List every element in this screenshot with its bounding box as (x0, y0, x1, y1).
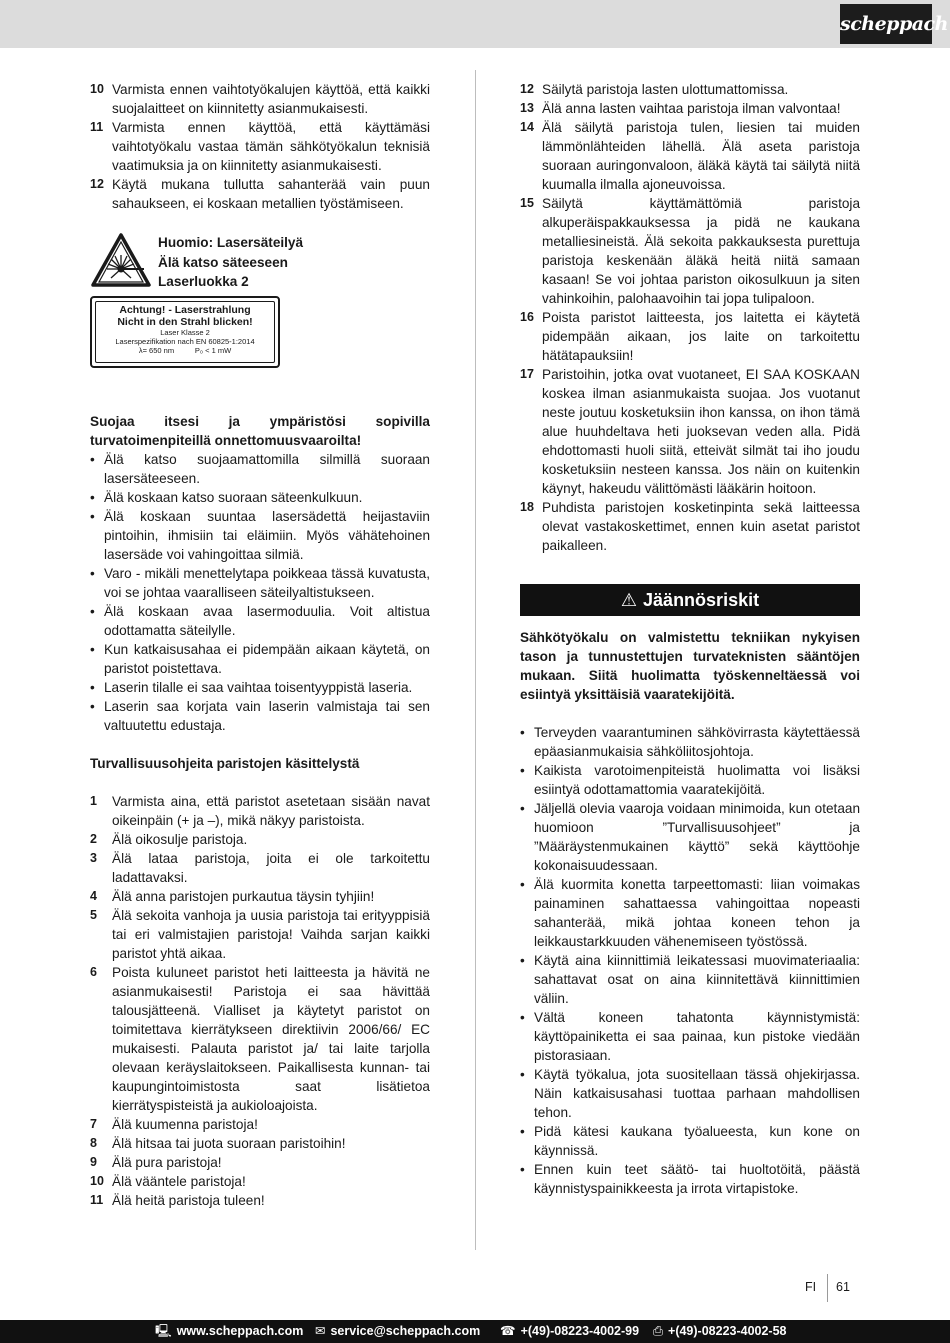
item-text: Käytä mukana tullutta sahanterää vain puun sahaukseen, ei koskaan metallien työstämiseen. (112, 177, 430, 211)
item-text: Älä vääntele paristoja! (112, 1174, 246, 1189)
numbered-item (90, 849, 430, 887)
bullet-dot: • (90, 452, 95, 467)
numbered-item (90, 887, 430, 906)
numbered-item (90, 906, 430, 963)
numbered-item (90, 830, 430, 849)
numbered-item (90, 175, 430, 213)
bullet-text: Varo - mikäli menettelytapa poikkeaa tässä kuvatusta, voi se johtaa vaaralliseen säteilyaltistukseen. (104, 566, 430, 600)
computer-icon: 🖳 (155, 1324, 172, 1338)
numbered-item (520, 365, 860, 498)
item-text: Älä säilytä paristoja tulen, liesien tai muiden lämmönlähteiden lähellä. Älä aseta paristoja suoraan auringonvaloon, äläkä käytä tai säilytä niitä kuumalla ilmalla ajoneuvoissa. (542, 120, 860, 192)
residual-risks-heading (520, 584, 860, 616)
bullet-dot: • (90, 566, 95, 581)
bullet-item (90, 488, 430, 507)
numbered-item (90, 1191, 430, 1210)
bullet-text: Käytä aina kiinnittimiä leikatessasi muovimateriaalia: sahattavat osat on aina kiinnitettävä kiinnittimien väliin. (534, 953, 860, 1006)
item-number: 8 (90, 1136, 97, 1150)
item-text: Puhdista paristojen kosketinpinta sekä laitteessa olevat vastakoskettimet, ennen kuin asetat paristot paikalleen. (542, 500, 860, 553)
laser-class-label-inner (95, 301, 275, 363)
protect-heading: Suojaa itsesi ja ympäristösi sopivilla turvatoimenpiteillä onnettomuusvaaroilta! (90, 414, 430, 448)
laser-warning-line2: Älä katso säteeseen (158, 254, 288, 270)
laser-bullet-list (90, 450, 430, 735)
contact-footer-bar (0, 1320, 950, 1343)
item-number: 16 (520, 310, 534, 324)
item-text: Älä lataa paristoja, joita ei ole tarkoitettu ladattavaksi. (112, 851, 430, 885)
footer-fax (653, 1320, 787, 1343)
footer-email[interactable] (315, 1320, 480, 1343)
item-text: Paristoihin, jotka ovat vuotaneet, EI SAA KOSKAAN koskea ilman asianmukaista suojaa. Jos vuotanut neste joutuu kosketuksiin ihon kanssa, on ihon tämä alue huuhdeltava heti juoksevan veden alla. Pidä ehdottomasti huoli siitä, etteivät silmät tai iho joudu kosketuksiin nesteen kanssa. Jos näin on kuitenkin käynyt, hakeudu välittömästi lääkärin hoitoon. (542, 367, 860, 496)
item-text: Älä sekoita vanhoja ja uusia paristoja tai erityyppisiä tai eri valmistajien paristoja! Vaihda sarjan kaikki paristot yhtä aikaa. (112, 908, 430, 961)
bullet-dot: • (520, 953, 525, 968)
bullet-item (520, 1008, 860, 1065)
item-number: 11 (90, 120, 104, 134)
bullet-item (520, 875, 860, 951)
label-line4: Laserspezifikation nach EN 60825-1:2014 (115, 337, 255, 346)
fax-text: +(49)-08223-4002-58 (668, 1324, 787, 1338)
phone-text: +(49)-08223-4002-99 (520, 1324, 640, 1338)
laser-warning-line1: Huomio: Lasersäteilyä (158, 235, 304, 250)
item-number: 14 (520, 120, 534, 134)
bullet-item (520, 1160, 860, 1198)
item-text: Älä oikosulje paristoja. (112, 832, 248, 847)
item-text: Säilytä käyttämättömiä paristoja alkuperäispakkauksessa ja pidä ne kaukana metalliesineistä. Älä sekoita pakkauksesta purettuja paristoja keskenään äläkä heitä niitä samaan kasaan! Se voi johtaa pariston oikosulkuun ja siten vahinkoihin, palohaavoihin tai jopa tulipaloon. (542, 196, 860, 306)
item-number: 1 (90, 794, 97, 808)
language-code: FI (805, 1280, 817, 1294)
bullet-dot: • (520, 1010, 525, 1025)
item-text: Poista kuluneet paristot heti laitteesta ja hävitä ne asianmukaisesti! Paristoja ei saa hävittää talousjätteenä. Vialliset ja käytetyt paristot on toimitettava kierrätykseen direktiivin 2006/66/ EC mukaisesti. Palauta paristot ja/ tai laite tarjolla olevaan keräyslaitokseen. Paikallisesta kunnan- tai kaupungintoimistosta saat lisätietoa kierrätyspisteistä ja aukioloajoista. (112, 965, 430, 1113)
email-text: service@scheppach.com (330, 1324, 481, 1338)
bullet-item (90, 678, 430, 697)
bullet-dot: • (520, 763, 525, 778)
item-number: 13 (520, 101, 534, 115)
top-header-bar (0, 0, 950, 48)
battery-list-right (520, 80, 860, 555)
numbered-item (90, 792, 430, 830)
item-number: 11 (90, 1193, 104, 1207)
footer-phone[interactable] (500, 1320, 639, 1343)
numbered-item (520, 80, 860, 99)
scheppach-logo: scheppach (840, 4, 932, 44)
bullet-item (90, 450, 430, 488)
laser-warning-line3: Laserluokka 2 (158, 274, 249, 289)
residual-bullet-list (520, 723, 860, 1198)
bullet-item (520, 723, 860, 761)
bullet-text: Kun katkaisusahaa ei pidempään aikaan käytetä, on paristot poistettava. (104, 642, 430, 676)
bullet-dot: • (90, 490, 95, 505)
residual-risks-title: Jäännösriskit (643, 590, 760, 610)
label-line3: Laser Klasse 2 (160, 328, 210, 337)
laser-class-label (90, 296, 280, 368)
bullet-dot: • (520, 1162, 525, 1177)
bullet-dot: • (520, 1124, 525, 1139)
numbered-item (520, 118, 860, 194)
item-number: 18 (520, 500, 534, 514)
right-column (520, 80, 860, 1198)
bullet-item (90, 507, 430, 564)
item-text: Älä kuumenna paristoja! (112, 1117, 258, 1132)
numbered-item (90, 118, 430, 175)
item-text: Varmista ennen vaihtotyökalujen käyttöä, että kaikki suojalaitteet on kiinnitetty asianmukaisesti. (112, 82, 430, 116)
bullet-dot: • (520, 1067, 525, 1082)
item-number: 4 (90, 889, 97, 903)
numbered-item (90, 1134, 430, 1153)
bullet-text: Älä kuormita konetta tarpeettomasti: liian voimakas painaminen sahattaessa vahingoittaa nopeasti sahanterää, mikä johtaa koneen tehon ja leikkaustarkkuuden vähenemiseen työstössä. (534, 877, 860, 949)
item-number: 3 (90, 851, 97, 865)
label-line5: λ= 650 nm P₀ < 1 mW (138, 346, 232, 355)
fax-icon: ⎙ (653, 1324, 664, 1338)
item-text: Poista paristot laitteesta, jos laitetta ei käytetä pidempään aikaan, jos laite on tarkoitettu hätätapauksiin! (542, 310, 860, 363)
bullet-text: Älä katso suojaamattomilla silmillä suoraan lasersäteeseen. (104, 452, 430, 486)
left-column (90, 80, 430, 1210)
item-number: 9 (90, 1155, 97, 1169)
bullet-text: Käytä työkalua, jota suositellaan tässä ohjekirjassa. Näin katkaisusahasi tuottaa parhaan mahdollisen tehon. (534, 1067, 860, 1120)
battery-list-left (90, 792, 430, 1210)
item-text: Älä anna lasten vaihtaa paristoja ilman valvontaa! (542, 101, 841, 116)
label-line2: Nicht in den Strahl blicken! (117, 316, 253, 328)
item-number: 10 (90, 82, 104, 96)
numbered-item (520, 498, 860, 555)
phone-icon: ☎ (500, 1324, 516, 1338)
item-number: 10 (90, 1174, 104, 1188)
bullet-item (90, 697, 430, 735)
battery-section-heading: Turvallisuusohjeita paristojen käsittelystä (90, 756, 360, 771)
bullet-text: Kaikista varotoimenpiteistä huolimatta voi lisäksi esiintyä odottamattomia vaaratekijöitä. (534, 763, 860, 797)
bullet-dot: • (90, 699, 95, 714)
item-number: 15 (520, 196, 534, 210)
bullet-text: Älä koskaan katso suoraan säteenkulkuun. (104, 490, 363, 505)
footer-website[interactable] (155, 1320, 303, 1343)
bullet-item (90, 602, 430, 640)
item-number: 12 (90, 177, 104, 191)
item-text: Varmista ennen käyttöä, että käyttämäsi vaihtotyökalu vastaa tämän sähkötyökalun teknisiä vaatimuksia ja on kiinnitetty asianmukaisesti. (112, 120, 430, 173)
laser-warning-text (158, 233, 303, 292)
bullet-text: Terveyden vaarantuminen sähkövirrasta käytettäessä epäasianmukaisia sähköliitosjohtoja. (534, 725, 860, 759)
bullet-text: Jäljellä olevia vaaroja voidaan minimoida, kun otetaan huomioon ”Turvallisuusohjeet” ja ”Määräystenmukainen käyttö” sekä käyttöohje kokonaisuudessaan. (534, 801, 860, 873)
safety-list-top (90, 80, 430, 213)
numbered-item (90, 963, 430, 1115)
bullet-text: Laserin tilalle ei saa vaihtaa toisentyyppistä laseria. (104, 680, 413, 695)
bullet-item (520, 799, 860, 875)
item-text: Varmista aina, että paristot asetetaan sisään navat oikeinpäin (+ ja –), mikä näkyy paristoista. (112, 794, 430, 828)
bullet-item (90, 564, 430, 602)
numbered-item (520, 308, 860, 365)
bullet-dot: • (90, 604, 95, 619)
envelope-icon: ✉ (315, 1324, 326, 1338)
item-number: 12 (520, 82, 534, 96)
bullet-dot: • (90, 680, 95, 695)
bullet-text: Vältä koneen tahatonta käynnistymistä: käyttöpainiketta ei saa painaa, kun pistoke viedään pistorasiaan. (534, 1010, 860, 1063)
label-line1: Achtung! - Laserstrahlung (119, 304, 251, 316)
bullet-dot: • (520, 877, 525, 892)
bullet-item (90, 640, 430, 678)
page-footer-divider (827, 1274, 828, 1302)
laser-warning-block (90, 230, 430, 390)
laser-hazard-icon (90, 232, 152, 288)
warning-triangle-icon: ⚠ (620, 590, 638, 610)
bullet-dot: • (520, 801, 525, 816)
numbered-item (90, 80, 430, 118)
item-number: 7 (90, 1117, 97, 1131)
bullet-dot: • (90, 509, 95, 524)
page-number: 61 (836, 1280, 850, 1294)
bullet-item (520, 1065, 860, 1122)
bullet-text: Ennen kuin teet säätö- tai huoltotöitä, päästä käynnistyspainikkeesta ja irrota virtapistoke. (534, 1162, 860, 1196)
item-text: Säilytä paristoja lasten ulottumattomissa. (542, 82, 789, 97)
item-number: 2 (90, 832, 97, 846)
column-divider (475, 70, 476, 1250)
numbered-item (90, 1172, 430, 1191)
numbered-item (90, 1115, 430, 1134)
numbered-item (90, 1153, 430, 1172)
item-text: Älä hitsaa tai juota suoraan paristoihin! (112, 1136, 346, 1151)
item-text: Älä anna paristojen purkautua täysin tyhjiin! (112, 889, 375, 904)
item-text: Älä pura paristoja! (112, 1155, 222, 1170)
website-text: www.scheppach.com (176, 1324, 304, 1338)
bullet-dot: • (520, 725, 525, 740)
numbered-item (520, 99, 860, 118)
bullet-text: Älä koskaan suuntaa lasersädettä heijastaviin pintoihin, ihmisiin tai eläimiin. Myös vähätehoinen lasersäde voi vahingoittaa silmiä. (104, 509, 430, 562)
numbered-item (520, 194, 860, 308)
bullet-item (520, 951, 860, 1008)
bullet-item (520, 761, 860, 799)
item-text: Älä heitä paristoja tuleen! (112, 1193, 265, 1208)
bullet-text: Pidä kätesi kaukana työalueesta, kun kone on käynnissä. (534, 1124, 860, 1158)
item-number: 17 (520, 367, 534, 381)
item-number: 6 (90, 965, 97, 979)
bullet-text: Älä koskaan avaa lasermoduulia. Voit altistua odottamatta säteilylle. (104, 604, 430, 638)
bullet-text: Laserin saa korjata vain laserin valmistaja tai sen valtuutettu edustaja. (104, 699, 430, 733)
bullet-dot: • (90, 642, 95, 657)
bullet-item (520, 1122, 860, 1160)
item-number: 5 (90, 908, 97, 922)
residual-intro: Sähkötyökalu on valmistettu tekniikan nykyisen tason ja tunnustettujen turvateknisten sääntöjen mukaan. Siitä huolimatta työskenneltäessä voi esiintyä yksittäisiä vaaratekijöitä. (520, 630, 860, 702)
